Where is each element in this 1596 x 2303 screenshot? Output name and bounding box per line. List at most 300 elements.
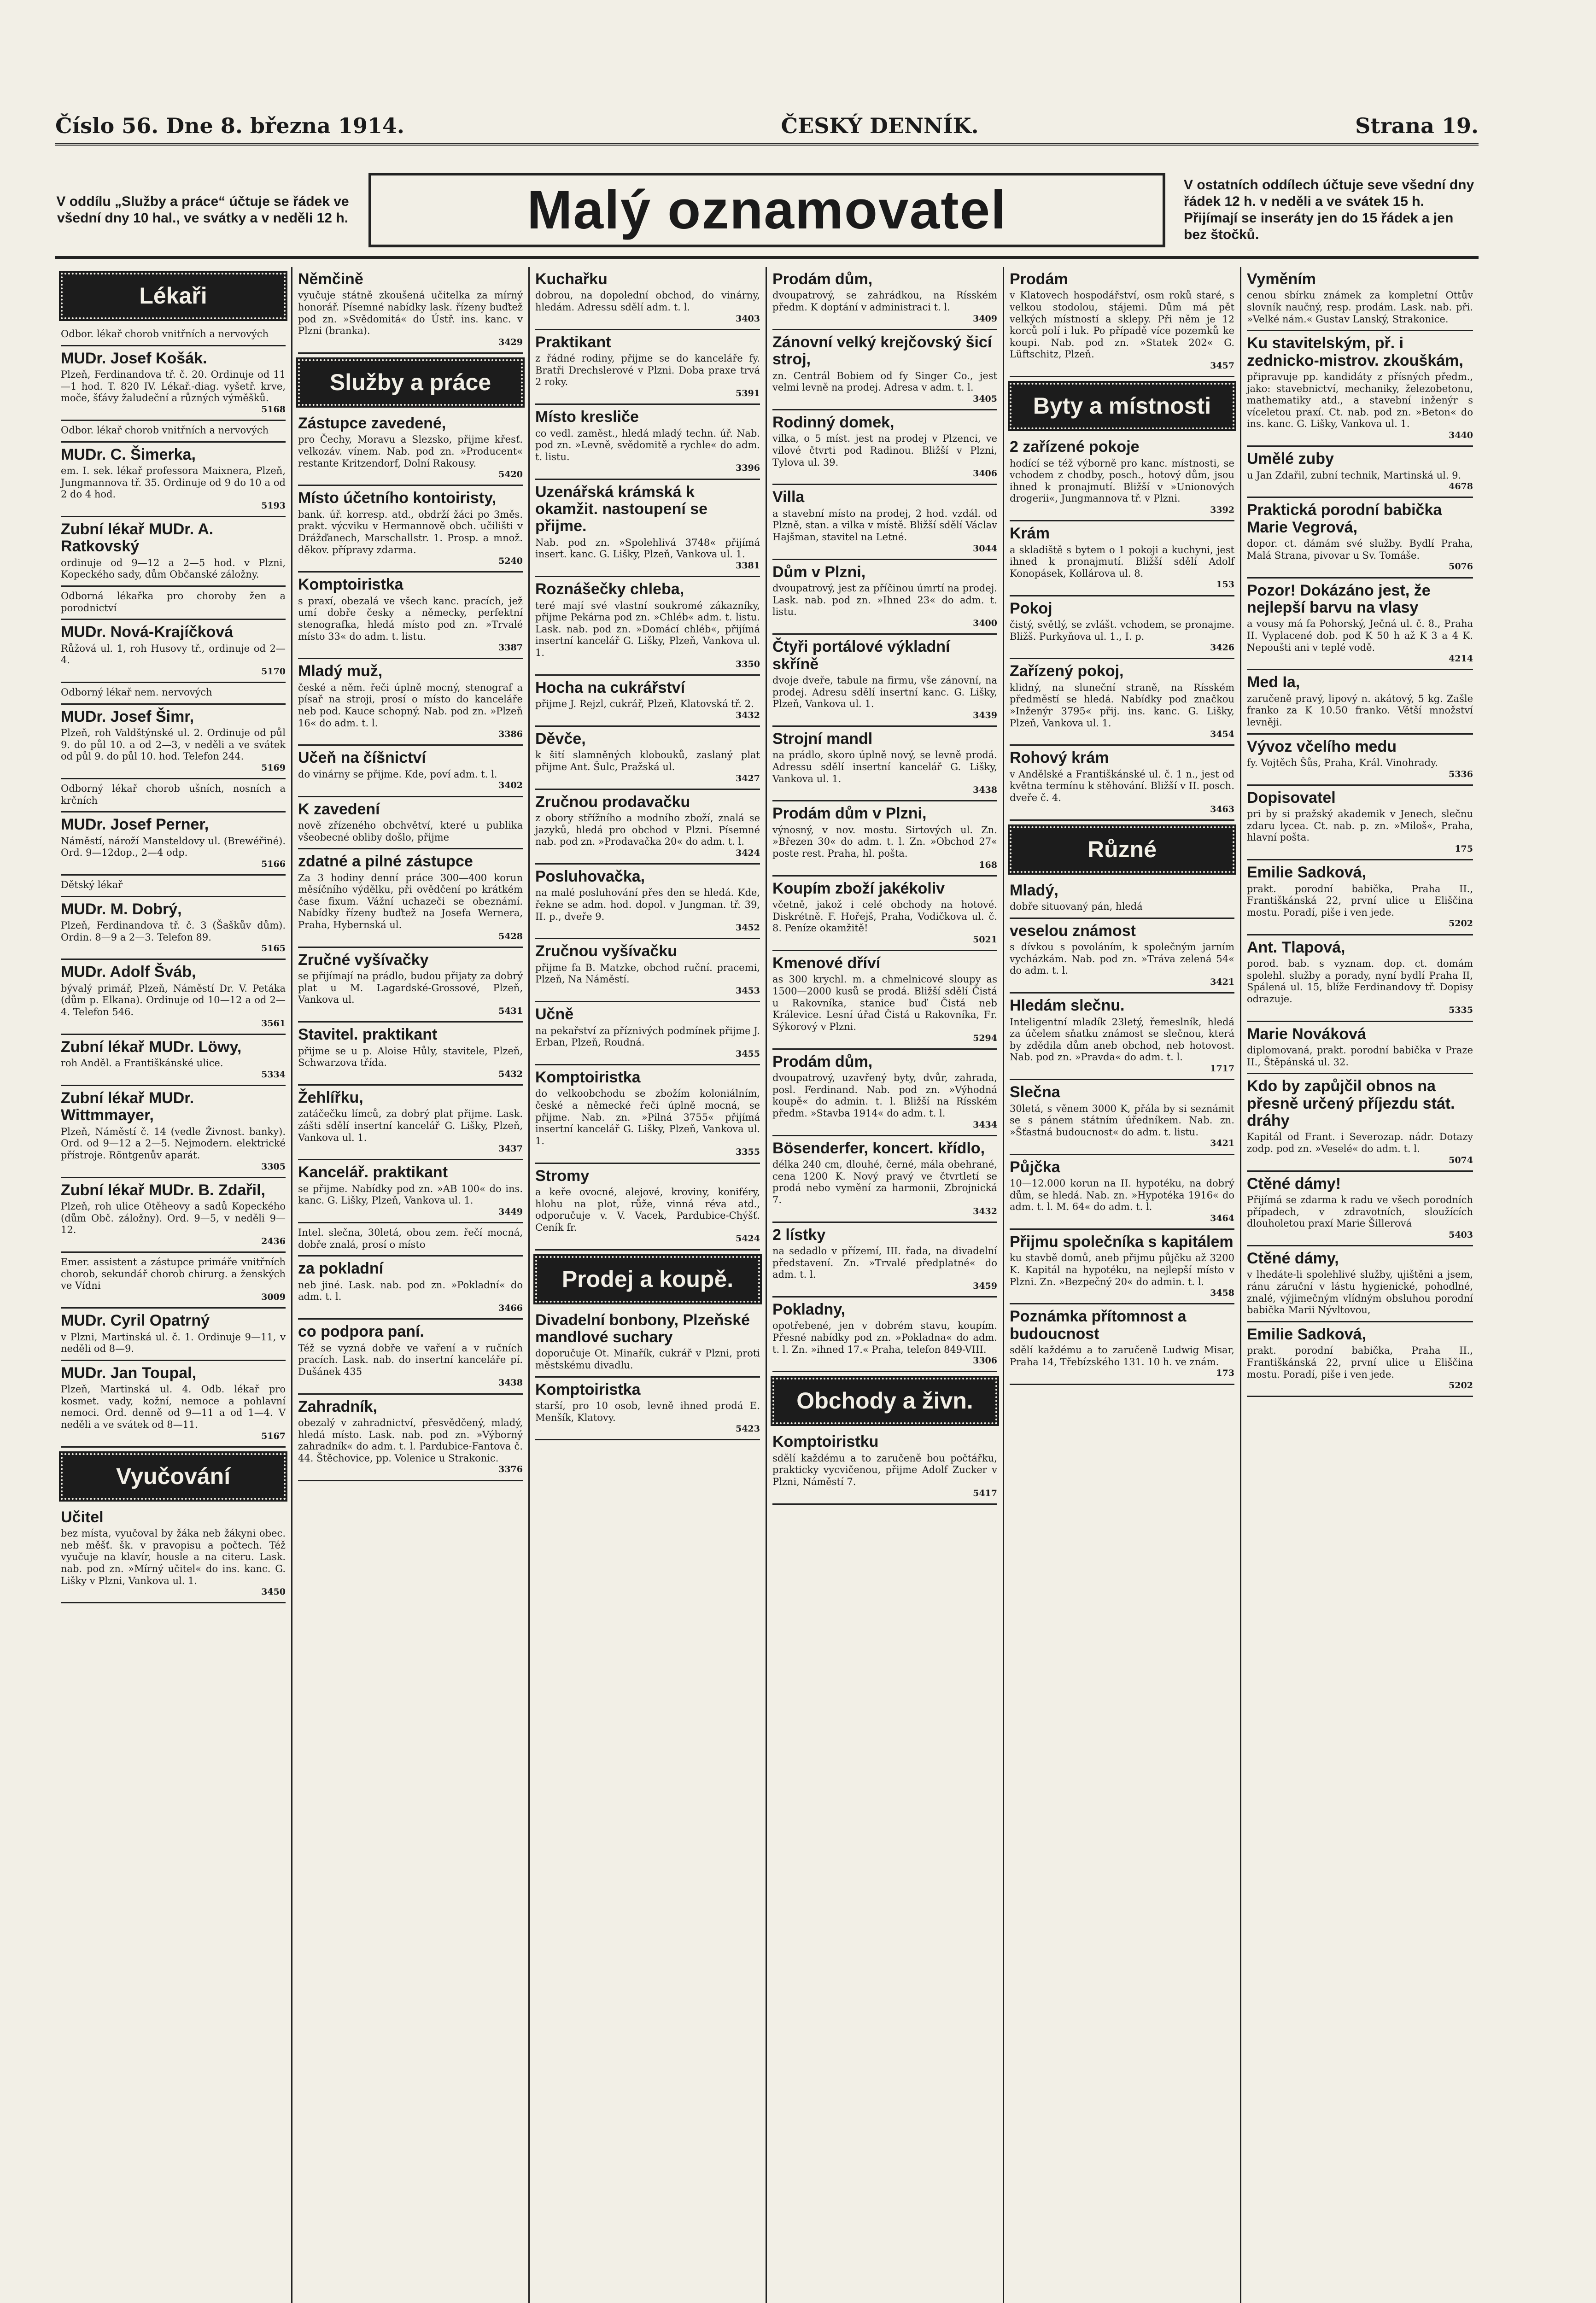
ad-body: se přijme. Nabídky pod zn. »AB 100« do ins. kanc. G. Lišky, Plzeň, Vankova ul. 1. xyxy=(298,1183,523,1206)
classified-ad xyxy=(1010,1304,1234,1385)
ad-code: 5335 xyxy=(1449,1005,1473,1016)
ad-body: dobře situovaný pán, hledá xyxy=(1010,901,1143,912)
ad-body: v Plzni, Martinská ul. č. 1. Ordinuje 9—11, v neděli od 8—9. xyxy=(61,1331,286,1355)
ad-title: Strojní mandl xyxy=(772,730,873,748)
ad-body: s dívkou s povoláním, k společným jarním vycházkám. Nab. pod zn. »Tráva zelená 54« do adm. t. l. xyxy=(1010,941,1234,976)
classified-ad xyxy=(61,960,286,1035)
classified-ad xyxy=(61,421,286,443)
ad-code: 3464 xyxy=(1210,1213,1234,1223)
classified-ad xyxy=(298,267,523,354)
ad-body: teré mají své vlastní soukromé zákazníky, přijme Pekárna pod zn. »Chléb« adm. t. listu. Lask. nab. pod zn. »Domácí chléb«, přijímá insertní kancelář G. Lišky, Plzeň, Vankova ul. 1. xyxy=(535,600,760,658)
ad-body: Odborná lékařka pro choroby žen a porodnictví xyxy=(61,590,286,614)
ad-body: fy. Vojtěch Šůs, Praha, Král. Vinohrady. xyxy=(1247,757,1438,768)
classified-ad xyxy=(298,573,523,659)
classified-ad xyxy=(1010,435,1234,521)
ad-title: Stromy xyxy=(535,1167,590,1185)
classified-ad xyxy=(772,410,997,485)
classified-ad xyxy=(1247,735,1473,786)
classified-ad xyxy=(61,1505,286,1604)
ad-title: Roznášečky chleba, xyxy=(535,580,684,598)
ad-code: 3400 xyxy=(973,618,997,628)
ad-code: 5240 xyxy=(498,556,523,567)
ad-title: Němčině xyxy=(298,270,363,288)
ad-body: zaručeně pravý, lipový n. akátový, 5 kg. Zašle franko za K 10.50 franko. Větší množství levněji. xyxy=(1247,693,1473,728)
ad-code: 5336 xyxy=(1449,769,1473,779)
classified-ad xyxy=(772,1050,997,1136)
ad-title: 2 lístky xyxy=(772,1226,826,1244)
ad-code: 3434 xyxy=(973,1119,997,1130)
ad-body: v lhedáte-li spolehlivé služby, ujištěni a jsem, ránu záruční v lástu hygienické, pohodlné, znalé, výjimečným vlídným obsluhou porodní babička Marii Nývltovou, xyxy=(1247,1269,1473,1316)
ad-code: 3438 xyxy=(973,785,997,795)
ad-title: Ant. Tlapová, xyxy=(1247,938,1345,956)
ad-title: Mladý, xyxy=(1010,881,1058,899)
section-header-ruzne: Různé xyxy=(1010,826,1234,873)
ad-title: Prodám xyxy=(1010,270,1068,288)
classified-ad xyxy=(1247,498,1473,578)
classified-ad xyxy=(772,1223,997,1298)
classified-ad xyxy=(61,779,286,812)
ad-body: starší, pro 10 osob, levně ihned prodá E. Menšík, Klatovy. xyxy=(535,1400,760,1423)
classified-ad xyxy=(61,325,286,346)
ad-title: Ku stavitelským, př. i zednicko-mistrov. zkouškám, xyxy=(1247,334,1463,369)
ad-body: bývalý primář, Plzeň, Náměstí Dr. V. Petáka (dům p. Elkana). Ordinuje od 10—12 a od 2—4. Telefon 546. xyxy=(61,982,286,1017)
ad-title: Mladý muž, xyxy=(298,662,383,680)
classified-ad xyxy=(298,746,523,797)
ad-title: Žehlířku, xyxy=(298,1088,363,1106)
ad-code: 3421 xyxy=(1210,977,1234,987)
ad-title: Uzenářská krámská k okamžit. nastoupení se přijme. xyxy=(535,483,708,535)
ad-body: a skladiště s bytem o 1 pokoji a kuchyni, jest ihned k pronajmutí. Bližší sdělí Adolf Konopásek, Kollárova ul. 8. xyxy=(1010,544,1234,579)
classified-ad xyxy=(61,1309,286,1361)
ad-code: 3440 xyxy=(1449,430,1473,441)
ad-code: 5202 xyxy=(1449,1380,1473,1391)
classified-ad xyxy=(535,577,760,676)
classified-ad xyxy=(772,1136,997,1223)
ad-title: Pozor! Dokázáno jest, že nejlepší barvu na vlasy xyxy=(1247,581,1431,616)
classified-ad xyxy=(61,517,286,587)
ad-code: 3427 xyxy=(736,773,760,783)
paper-title: ČESKÝ DENNÍK. xyxy=(781,113,979,138)
ad-code: 168 xyxy=(979,859,997,870)
classified-ad xyxy=(298,486,523,573)
classified-ad xyxy=(61,683,286,705)
ad-title: MUDr. M. Dobrý, xyxy=(61,900,182,918)
ad-title: MUDr. Josef Košák. xyxy=(61,349,207,367)
ad-code: 3409 xyxy=(973,313,997,324)
classified-ad xyxy=(61,705,286,779)
ad-code: 3424 xyxy=(736,848,760,858)
ad-body: Plzeň, roh Valdštýnské ul. 2. Ordinuje od půl 9. do půl 10. a od 2—3, v neděli a ve svátek od půl 9. do půl 10. hod. Telefon 244. xyxy=(61,727,286,762)
ad-code: 3396 xyxy=(736,463,760,473)
classified-ad xyxy=(535,939,760,1002)
ad-title: Prodám dům, xyxy=(772,1052,873,1070)
ad-body: as 300 krychl. m. a chmelnicové sloupy as 1500—2000 kusů se prodá. Bližší sdělí Čistá u Rakovníka, stanice buď Čistá neb Králevice. Lesní úřad Čistá u Rakovníka, Fr. Sýkorový v Plzni. xyxy=(772,974,997,1032)
column-3 xyxy=(530,267,767,2303)
classified-ad xyxy=(535,1378,760,1441)
classified-ad xyxy=(1247,447,1473,498)
ad-code: 5423 xyxy=(736,1424,760,1434)
ad-code: 153 xyxy=(1216,579,1234,590)
ad-body: a stavební místo na prodej, 2 hod. vzdál. od Plzně, stan. a vilka v místě. Bližší sdělí Václav Hajšman, stavitel na Letné. xyxy=(772,508,997,543)
ad-code: 3402 xyxy=(498,780,523,791)
section-header-sluzby: Služby a práce xyxy=(298,359,523,406)
ad-title: Čtyři portálové výkladní skříně xyxy=(772,638,950,673)
ad-title: Bösenderfer, koncert. křídlo, xyxy=(772,1139,985,1157)
ad-code: 3406 xyxy=(973,468,997,479)
ad-body: Odborný lékař nem. nervových xyxy=(61,687,212,698)
classified-ad xyxy=(535,330,760,405)
ad-title: zdatné a pilné zástupce xyxy=(298,853,473,871)
ad-code: 3450 xyxy=(261,1587,286,1597)
ad-title: Med Ia, xyxy=(1247,673,1300,691)
ad-body: porod. bab. s vyznam. dop. ct. domám spolehl. služby a porady, nyní bydlí Praha II, Spálená ul. 15, blíže Ferdinandovy tř. Dopisy odrazuje. xyxy=(1247,958,1473,1005)
ad-body: hodící se též výborně pro kanc. místnosti, se vchodem z chodby, posch., hotový dům, jsou ihned k pronajmutí. Bližší v »Unionových drogerii«, Jungmannova tř. v Plzni. xyxy=(1010,457,1234,504)
ad-title: Hocha na cukrářství xyxy=(535,678,685,696)
ad-body: doporučuje Ot. Minařík, cukrář v Plzni, proti městskému divadlu. xyxy=(535,1348,760,1371)
classified-ad xyxy=(1247,579,1473,671)
ad-title: Zubní lékař MUDr. Löwy, xyxy=(61,1038,242,1056)
ad-body: opotřebené, jen v dobrém stavu, koupím. Přesné nabídky pod zn. »Pokladna« do adm. t. l. Zn. »ihned 17.« Praha, telefon 849-VIII. xyxy=(772,1320,997,1355)
ad-title: Villa xyxy=(772,488,805,506)
page-number: Strana 19. xyxy=(1355,113,1479,138)
ad-title: Vyměním xyxy=(1247,270,1316,288)
ad-title: veselou známost xyxy=(1010,922,1136,940)
ad-code: 3350 xyxy=(736,659,760,669)
classified-ad xyxy=(535,480,760,578)
ad-code: 5403 xyxy=(1449,1229,1473,1240)
ad-title: Praktikant xyxy=(535,333,611,351)
ad-body: Za 3 hodiny denní práce 300—400 korun měsíčního výdělku, při ovědčení po krátkém čase fixum. Vážní uchazeči se obeznámí. Nabídky řízeny buďtež na Josefa Wernera, Praha, Hybernská ul. xyxy=(298,872,523,930)
ad-title: Hledám slečnu. xyxy=(1010,997,1125,1015)
ad-title: Rodinný domek, xyxy=(772,413,894,431)
ad-body: Odborný lékař chorob ušních, nosních a krčních xyxy=(61,783,286,806)
ad-code: 3429 xyxy=(498,337,523,347)
ad-body: Kapitál od Frant. i Severozap. nádr. Dotazy zodp. pod zn. »Veselé« do adm. t. l. xyxy=(1247,1131,1473,1154)
ad-title: Krám xyxy=(1010,525,1050,543)
classified-ad xyxy=(61,346,286,421)
ad-title: MUDr. Josef Šimr, xyxy=(61,707,194,725)
ad-title: Zubní lékař MUDr. A. Ratkovský xyxy=(61,520,214,555)
ad-code: 3306 xyxy=(973,1356,997,1366)
ad-code: 5168 xyxy=(261,404,286,415)
ad-code: 5165 xyxy=(261,943,286,954)
ad-code: 5432 xyxy=(498,1069,523,1079)
ad-title: Zručnou vyšívačku xyxy=(535,942,678,960)
ad-code: 5391 xyxy=(736,388,760,398)
classified-ad xyxy=(1010,746,1234,820)
ad-code: 3466 xyxy=(498,1303,523,1313)
ad-body: 30letá, s věnem 3000 K, přála by si seznámit se s pánem státním úředníkem. Nab. zn. »Šťastná budoucnost« do adm. t. listu. xyxy=(1010,1103,1234,1138)
ad-title: Dům v Plzni, xyxy=(772,563,866,581)
ad-title: Místo účetního kontoiristy, xyxy=(298,489,497,507)
ad-body: sdělí každému a to zaručeně Ludwig Misar, Praha 14, Třebízského 131. 10 h. ve znám. xyxy=(1010,1344,1234,1368)
classified-ad xyxy=(61,1178,286,1253)
classified-ad xyxy=(1010,1080,1234,1155)
classified-ad xyxy=(1010,1155,1234,1230)
ad-title: Zástupce zavedené, xyxy=(298,415,446,432)
classified-ad xyxy=(1247,935,1473,1022)
ad-body: Růžová ul. 1, roh Husovy tř., ordinuje od 2—4. xyxy=(61,643,286,666)
ad-code: 3403 xyxy=(736,313,760,324)
ad-body: Plzeň, Náměstí č. 14 (vedle Živnost. banky). Ord. od 9—12 a 2—5. Nejmodern. elektrické přístroje. Röntgenův aparát. xyxy=(61,1126,286,1161)
ad-body: na malé posluhování přes den se hledá. Kde, řekne se adm. hod. dopol. v Jungman. tř. 39, II. p., dveře 9. xyxy=(535,887,760,922)
ad-code: 5170 xyxy=(261,666,286,677)
ad-code: 3452 xyxy=(736,923,760,933)
ad-code: 3392 xyxy=(1210,505,1234,515)
ad-body: z řádné rodiny, přijme se do kanceláře fy. Bratři Drechslerové v Plzni. Doba praxe trvá 2 roky. xyxy=(535,353,760,388)
classified-ad xyxy=(1010,659,1234,746)
ad-title: Slečna xyxy=(1010,1083,1060,1101)
classified-ad xyxy=(61,897,286,960)
column-1 xyxy=(55,267,292,2303)
classified-ad xyxy=(772,635,997,727)
ad-title: Zubní lékař MUDr. B. Zdařil, xyxy=(61,1181,265,1199)
ad-body: a keře ovocné, alejové, kroviny, koniféry, hlohu na plot, růže, vinná réva atd., odporučuje v. V. Vacek, Pardubice-Chýšť. Ceník fr. xyxy=(535,1187,760,1233)
ad-body: Plzeň, Ferdinandova tř. č. 3 (Šaškův dům). Ordin. 8—9 a 2—3. Telefon 89. xyxy=(61,920,286,943)
ad-body: bank. úř. korresp. atd., obdrží žáci po 3měs. prakt. výcviku v Hermannově obch. učilišti v Drážďanech, Marschallstr. 1. Prosp. a množ. děkov. přípravy zdarma. xyxy=(298,509,523,555)
ad-title: Zánovní velký krejčovský šicí stroj, xyxy=(772,333,992,368)
classified-ad xyxy=(61,1086,286,1178)
ad-title: Komptoiristka xyxy=(298,576,403,594)
classified-ad xyxy=(535,790,760,865)
ad-code: 5294 xyxy=(973,1033,997,1043)
ad-code: 5193 xyxy=(261,500,286,511)
classified-ad xyxy=(298,1395,523,1481)
ad-code: 175 xyxy=(1455,843,1473,854)
classified-ad xyxy=(298,1320,523,1394)
section-header-byty: Byty a místnosti xyxy=(1010,383,1234,429)
ad-body: Odbor. lékař chorob vnitřních a nervových xyxy=(61,328,269,339)
ad-code: 5424 xyxy=(736,1233,760,1244)
ad-code: 3561 xyxy=(261,1018,286,1029)
classified-ad xyxy=(1247,670,1473,734)
ad-body: z obory střížního a modního zboží, znalá se jazyků, hledá pro obchod v Plzni. Písemné nab. pod zn. »Prodavačka 20« do adm. t. l. xyxy=(535,812,760,848)
ad-code: 5074 xyxy=(1449,1155,1473,1165)
ad-body: Odbor. lékař chorob vnitřních a nervových xyxy=(61,425,269,436)
classified-ad xyxy=(61,620,286,683)
ad-title: MUDr. Cyril Opatrný xyxy=(61,1312,210,1330)
ad-title: Kdo by zapůjčil obnos na přesně určený příjezdu stát. dráhy xyxy=(1247,1077,1455,1129)
classified-ad xyxy=(535,1164,760,1251)
ad-body: neb jiné. Lask. nab. pod zn. »Pokladní« do adm. t. l. xyxy=(298,1279,523,1303)
ad-title: Učně xyxy=(535,1005,574,1023)
ad-title: MUDr. Jan Toupal, xyxy=(61,1364,197,1382)
ad-body: čistý, světlý, se zvlášt. vchodem, se pronajme. Bližš. Purkyňova ul. 1., I. p. xyxy=(1010,619,1234,642)
ad-body: na sedadlo v přízemí, III. řada, na divadelní představení. Zn. »Trvalé předplatné« do adm. t. l. xyxy=(772,1245,997,1280)
ad-title: MUDr. Nová-Krajíčková xyxy=(61,623,234,641)
classified-ad xyxy=(298,849,523,948)
ad-title: Marie Nováková xyxy=(1247,1025,1366,1043)
ad-code: 5417 xyxy=(973,1488,997,1498)
ad-title: Ctěné dámy! xyxy=(1247,1175,1341,1192)
classified-ad xyxy=(298,411,523,486)
ad-title: Zručné vyšívačky xyxy=(298,951,429,969)
ad-code: 2436 xyxy=(261,1236,286,1246)
ad-body: na pekařství za příznivých podmínek přijme J. Erban, Plzeň, Roudná. xyxy=(535,1025,760,1048)
ad-title: K zavedení xyxy=(298,800,380,818)
ad-title: Komptoiristku xyxy=(772,1433,879,1451)
ad-body: zn. Centrál Bobiem od fy Singer Co., jest velmi levně na prodej. Adresa v adm. t. l. xyxy=(772,370,997,393)
page-header xyxy=(55,111,1479,146)
ad-body: přijme J. Rejzl, cukrář, Plzeň, Klatovská tř. 2. xyxy=(535,698,754,710)
ad-body: bez místa, vyučoval by žáka neb žákyni obec. neb měšť. šk. v pravopisu a počtech. Též vyučuje na klavír, housle a na citeru. Lask. nab. pod zn. »Mírný učitel« do ins. kanc. G. Lišky v Plzni, Vankova ul. 1. xyxy=(61,1528,286,1586)
ad-title: Komptoiristka xyxy=(535,1380,641,1398)
ad-code: 1717 xyxy=(1210,1064,1234,1074)
classified-ad xyxy=(772,560,997,635)
section-title: Malý oznamovatel xyxy=(368,173,1165,247)
ad-code: 5076 xyxy=(1449,561,1473,572)
ad-code: 3437 xyxy=(498,1144,523,1154)
ad-code: 3432 xyxy=(736,710,760,720)
ad-code: 5167 xyxy=(261,1431,286,1441)
classified-ad xyxy=(298,1023,523,1086)
ad-code: 3387 xyxy=(498,643,523,653)
classified-ad xyxy=(1247,267,1473,331)
ad-code: 3455 xyxy=(736,1048,760,1059)
classified-ad xyxy=(772,1430,997,1504)
classified-ad xyxy=(535,405,760,479)
ad-title: Kmenové dříví xyxy=(772,954,881,972)
ad-title: Místo kresliče xyxy=(535,408,639,426)
classified-ad xyxy=(298,797,523,850)
ad-code: 3432 xyxy=(973,1206,997,1216)
ad-body: dobrou, na dopolední obchod, do vinárny, hledám. Adressu sdělí adm. t. l. xyxy=(535,290,760,313)
ad-title: Poznámka přítomnost a budoucnost xyxy=(1010,1308,1187,1343)
classified-ad xyxy=(535,865,760,939)
ad-body: sdělí každému a to zaručeně bou počtářku, prakticky vycvičenou, přijme Adolf Zucker v Plzni, Náměstí 7. xyxy=(772,1452,997,1488)
ad-code: 3376 xyxy=(498,1464,523,1475)
classified-ad xyxy=(61,1035,286,1086)
ad-title: Zručnou prodavačku xyxy=(535,793,690,811)
ad-code: 3386 xyxy=(498,729,523,740)
ad-body: ku stavbě domů, aneb přijmu půjčku až 3200 K. Kapitál na hypotéku, na nejlepší místo v Plzni. Zn. »Bezpečný 20« do admin. t. l. xyxy=(1010,1252,1234,1287)
classified-ad xyxy=(1247,331,1473,447)
ad-title: Divadelní bonbony, Plzeňské mandlové suchary xyxy=(535,1311,750,1346)
ad-body: Plzeň, Ferdinandova tř. č. 20. Ordinuje od 11—1 hod. T. 820 IV. Lékař.-diag. vyšetř. krve, moče, šťávy žaludeční a různých výměšků. xyxy=(61,369,286,404)
ad-body: Nab. pod zn. »Spolehlivá 3748« přijímá insert. kanc. G. Lišky, Plzeň, Vankova ul. 1. xyxy=(535,537,760,560)
pricing-note-other: V ostatních oddílech účtuje seve všední dny řádek 12 h. v neděli a ve svátek 15 h. Přijímají se inseráty jen do 15 řádek a jen bez štočků. xyxy=(1184,177,1474,242)
ad-title: MUDr. Josef Perner, xyxy=(61,816,209,834)
classified-ad xyxy=(61,1361,286,1448)
ad-body: Inteligentní mladík 23letý, řemeslník, hledá za účelem sňatku známost se slečnou, která by zdědila dům aneb obchod, neb hotovost. Nab. pod zn. »Pravda« do adm. t. l. xyxy=(1010,1016,1234,1063)
ad-title: Umělé zuby xyxy=(1247,450,1334,468)
classified-ad xyxy=(61,1253,286,1309)
ad-title: MUDr. Adolf Šváb, xyxy=(61,963,196,981)
ad-body: Též se vyzná dobře ve vaření a v ručních pracích. Lask. nab. do insertní kanceláře pí. Dušánek 435 xyxy=(298,1342,523,1377)
issue-info: Číslo 56. Dne 8. března 1914. xyxy=(55,113,404,138)
ad-title: Ctěné dámy, xyxy=(1247,1250,1339,1268)
classified-ad xyxy=(1247,1246,1473,1322)
ad-body: nově zřízeného obchvětví, které u publika všeobecné obliby došlo, přijme xyxy=(298,819,523,843)
ad-code: 3355 xyxy=(736,1147,760,1157)
ad-code: 5431 xyxy=(498,1006,523,1016)
ad-title: Učitel xyxy=(61,1508,104,1526)
column-4 xyxy=(767,267,1004,2303)
ad-title: Zahradník, xyxy=(298,1397,377,1415)
classified-ad xyxy=(1010,1230,1234,1304)
ad-title: Zubní lékař MUDr. Wittmmayer, xyxy=(61,1089,194,1124)
ad-code: 3305 xyxy=(261,1161,286,1172)
ad-body: v Andělské a Františkánské ul. č. 1 n., jest od května termínu k stěhování. Bližší v II. posch. dveře č. 4. xyxy=(1010,768,1234,803)
classified-ad xyxy=(298,659,523,746)
ad-body: co vedl. zaměst., hledá mladý techn. úř. Nab. pod zn. »Levně, svědomitě a rychle« do adm. t. listu. xyxy=(535,427,760,462)
ad-code: 4678 xyxy=(1449,481,1473,492)
ad-title: Učeň na číšnictví xyxy=(298,749,426,767)
classified-ad xyxy=(772,1298,997,1372)
ad-body: s praxí, obezalá ve všech kanc. pracích, jež umí dobře česky a německy, perfektní stenografka, hledá místo pod zn. »Trvalé místo 33« do adm. t. listu. xyxy=(298,595,523,642)
column-2 xyxy=(292,267,530,2303)
ad-title: Emilie Sadková, xyxy=(1247,1325,1366,1343)
ad-title: Dopisovatel xyxy=(1247,789,1336,807)
ad-body: do velkoobchodu se zbožím koloniálním, české a německé řeči úplně mocná, se přijme. Nab. zn. »Pilná 3755« přijímá insertní kancelář G. Lišky, Plzeň, Vankova ul. 1. xyxy=(535,1088,760,1146)
classified-ad xyxy=(1247,1172,1473,1246)
ad-body: v Klatovech hospodářství, osm roků staré, s velkou stodolou, stájemi. Dům má pět velkých místností a sklepy. Při něm je 12 korců polí i luk. Po případě více pozemků ke koupi. Nab. pod zn. »Statek 202« G. Lüftschitz, Plzeň. xyxy=(1010,290,1234,360)
ad-title: 2 zařízené pokoje xyxy=(1010,438,1140,456)
ad-code: 173 xyxy=(1216,1368,1234,1379)
ad-body: diplomovaná, prakt. porodní babička v Praze II., Štěpánská ul. 32. xyxy=(1247,1044,1473,1068)
classified-ad xyxy=(1010,878,1234,919)
pricing-note-services: V oddílu „Služby a práce“ účtuje se řádek ve všední dny 10 hal., ve svátky a v neděli 12 h. xyxy=(56,194,349,226)
classified-ad xyxy=(1010,919,1234,994)
column-6 xyxy=(1241,267,1479,2303)
classified-ad xyxy=(298,1160,523,1223)
classifieds-banner xyxy=(55,164,1479,259)
classified-ad xyxy=(61,443,286,517)
newspaper-page xyxy=(55,111,1479,2303)
ad-code: 5202 xyxy=(1449,918,1473,929)
classified-ad xyxy=(772,267,997,330)
classified-ad xyxy=(772,330,997,410)
ad-body: 10—12.000 korun na II. hypotéku, na dobrý dům, se hledá. Nab. zn. »Hypotéka 1916« do adm. t. l. M. 64« do adm. t. l. xyxy=(1010,1177,1234,1213)
ad-body: české a něm. řeči úplně mocný, stenograf a písař na stroji, prosí o místo do kanceláře neb pod. Kauce schopný. Nab. pod zn. »Plzeň 16« do adm. t. l. xyxy=(298,682,523,729)
classified-ad xyxy=(1010,521,1234,596)
classified-ad xyxy=(772,877,997,951)
ad-body: Dětský lékař xyxy=(61,879,123,890)
ad-code: 3457 xyxy=(1210,361,1234,371)
ad-code: 3439 xyxy=(973,710,997,720)
ad-code: 3044 xyxy=(973,543,997,554)
ad-body: vilka, o 5 míst. jest na prodej v Plzenci, ve vilové čtvrti pod Radinou. Bližší v Plzni, Tylova ul. 39. xyxy=(772,433,997,468)
ad-code: 3463 xyxy=(1210,804,1234,814)
ad-body: přijme se u p. Aloise Hůly, stavitele, Plzeň, Schwarzova třída. xyxy=(298,1045,523,1069)
ad-body: dvoupatrový, se zahrádkou, na Rísském předm. K doptání v administraci t. l. xyxy=(772,290,997,313)
classified-ad xyxy=(1247,1074,1473,1172)
section-header-prodej: Prodej a koupě. xyxy=(535,1256,760,1303)
ad-title: Kancelář. praktikant xyxy=(298,1163,448,1181)
ad-columns xyxy=(55,267,1479,2303)
classified-ad xyxy=(1010,267,1234,377)
ad-title: Rohový krám xyxy=(1010,749,1109,767)
classified-ad xyxy=(61,876,286,897)
classified-ad xyxy=(298,1086,523,1160)
classified-ad xyxy=(1247,1322,1473,1397)
ad-title: MUDr. C. Šimerka, xyxy=(61,445,196,463)
ad-body: Přijímá se zdarma k radu ve všech porodních případech, v zdravotních, sloužících dlouholetou praxí Marie Šillerová xyxy=(1247,1194,1473,1229)
classified-ad xyxy=(535,1308,760,1378)
ad-code: 3405 xyxy=(973,393,997,404)
ad-code: 3454 xyxy=(1210,729,1234,740)
ad-title: Praktická porodní babička Marie Vegrová, xyxy=(1247,501,1442,536)
ad-code: 3438 xyxy=(498,1378,523,1388)
classified-ad xyxy=(535,676,760,727)
ad-title: Emilie Sadková, xyxy=(1247,864,1366,882)
ad-body: přijme fa B. Matzke, obchod ruční. pracemi, Plzeň, Na Náměstí. xyxy=(535,962,760,985)
classified-ad xyxy=(298,1257,523,1320)
ad-body: cenou sbírku známek za kompletní Ottův slovník naučný, resp. prodám. Lask. nab. při. »Velké nám.« Gustav Lanský, Strakonice. xyxy=(1247,290,1473,325)
ad-body: a vousy má fa Pohorský, Ječná ul. č. 8., Praha II. Vyplacené dob. pod K 50 h až K 3 a 4 K. Nepoušti ani v teplé vodě. xyxy=(1247,618,1473,653)
classified-ad xyxy=(61,587,286,620)
ad-code: 5166 xyxy=(261,859,286,869)
